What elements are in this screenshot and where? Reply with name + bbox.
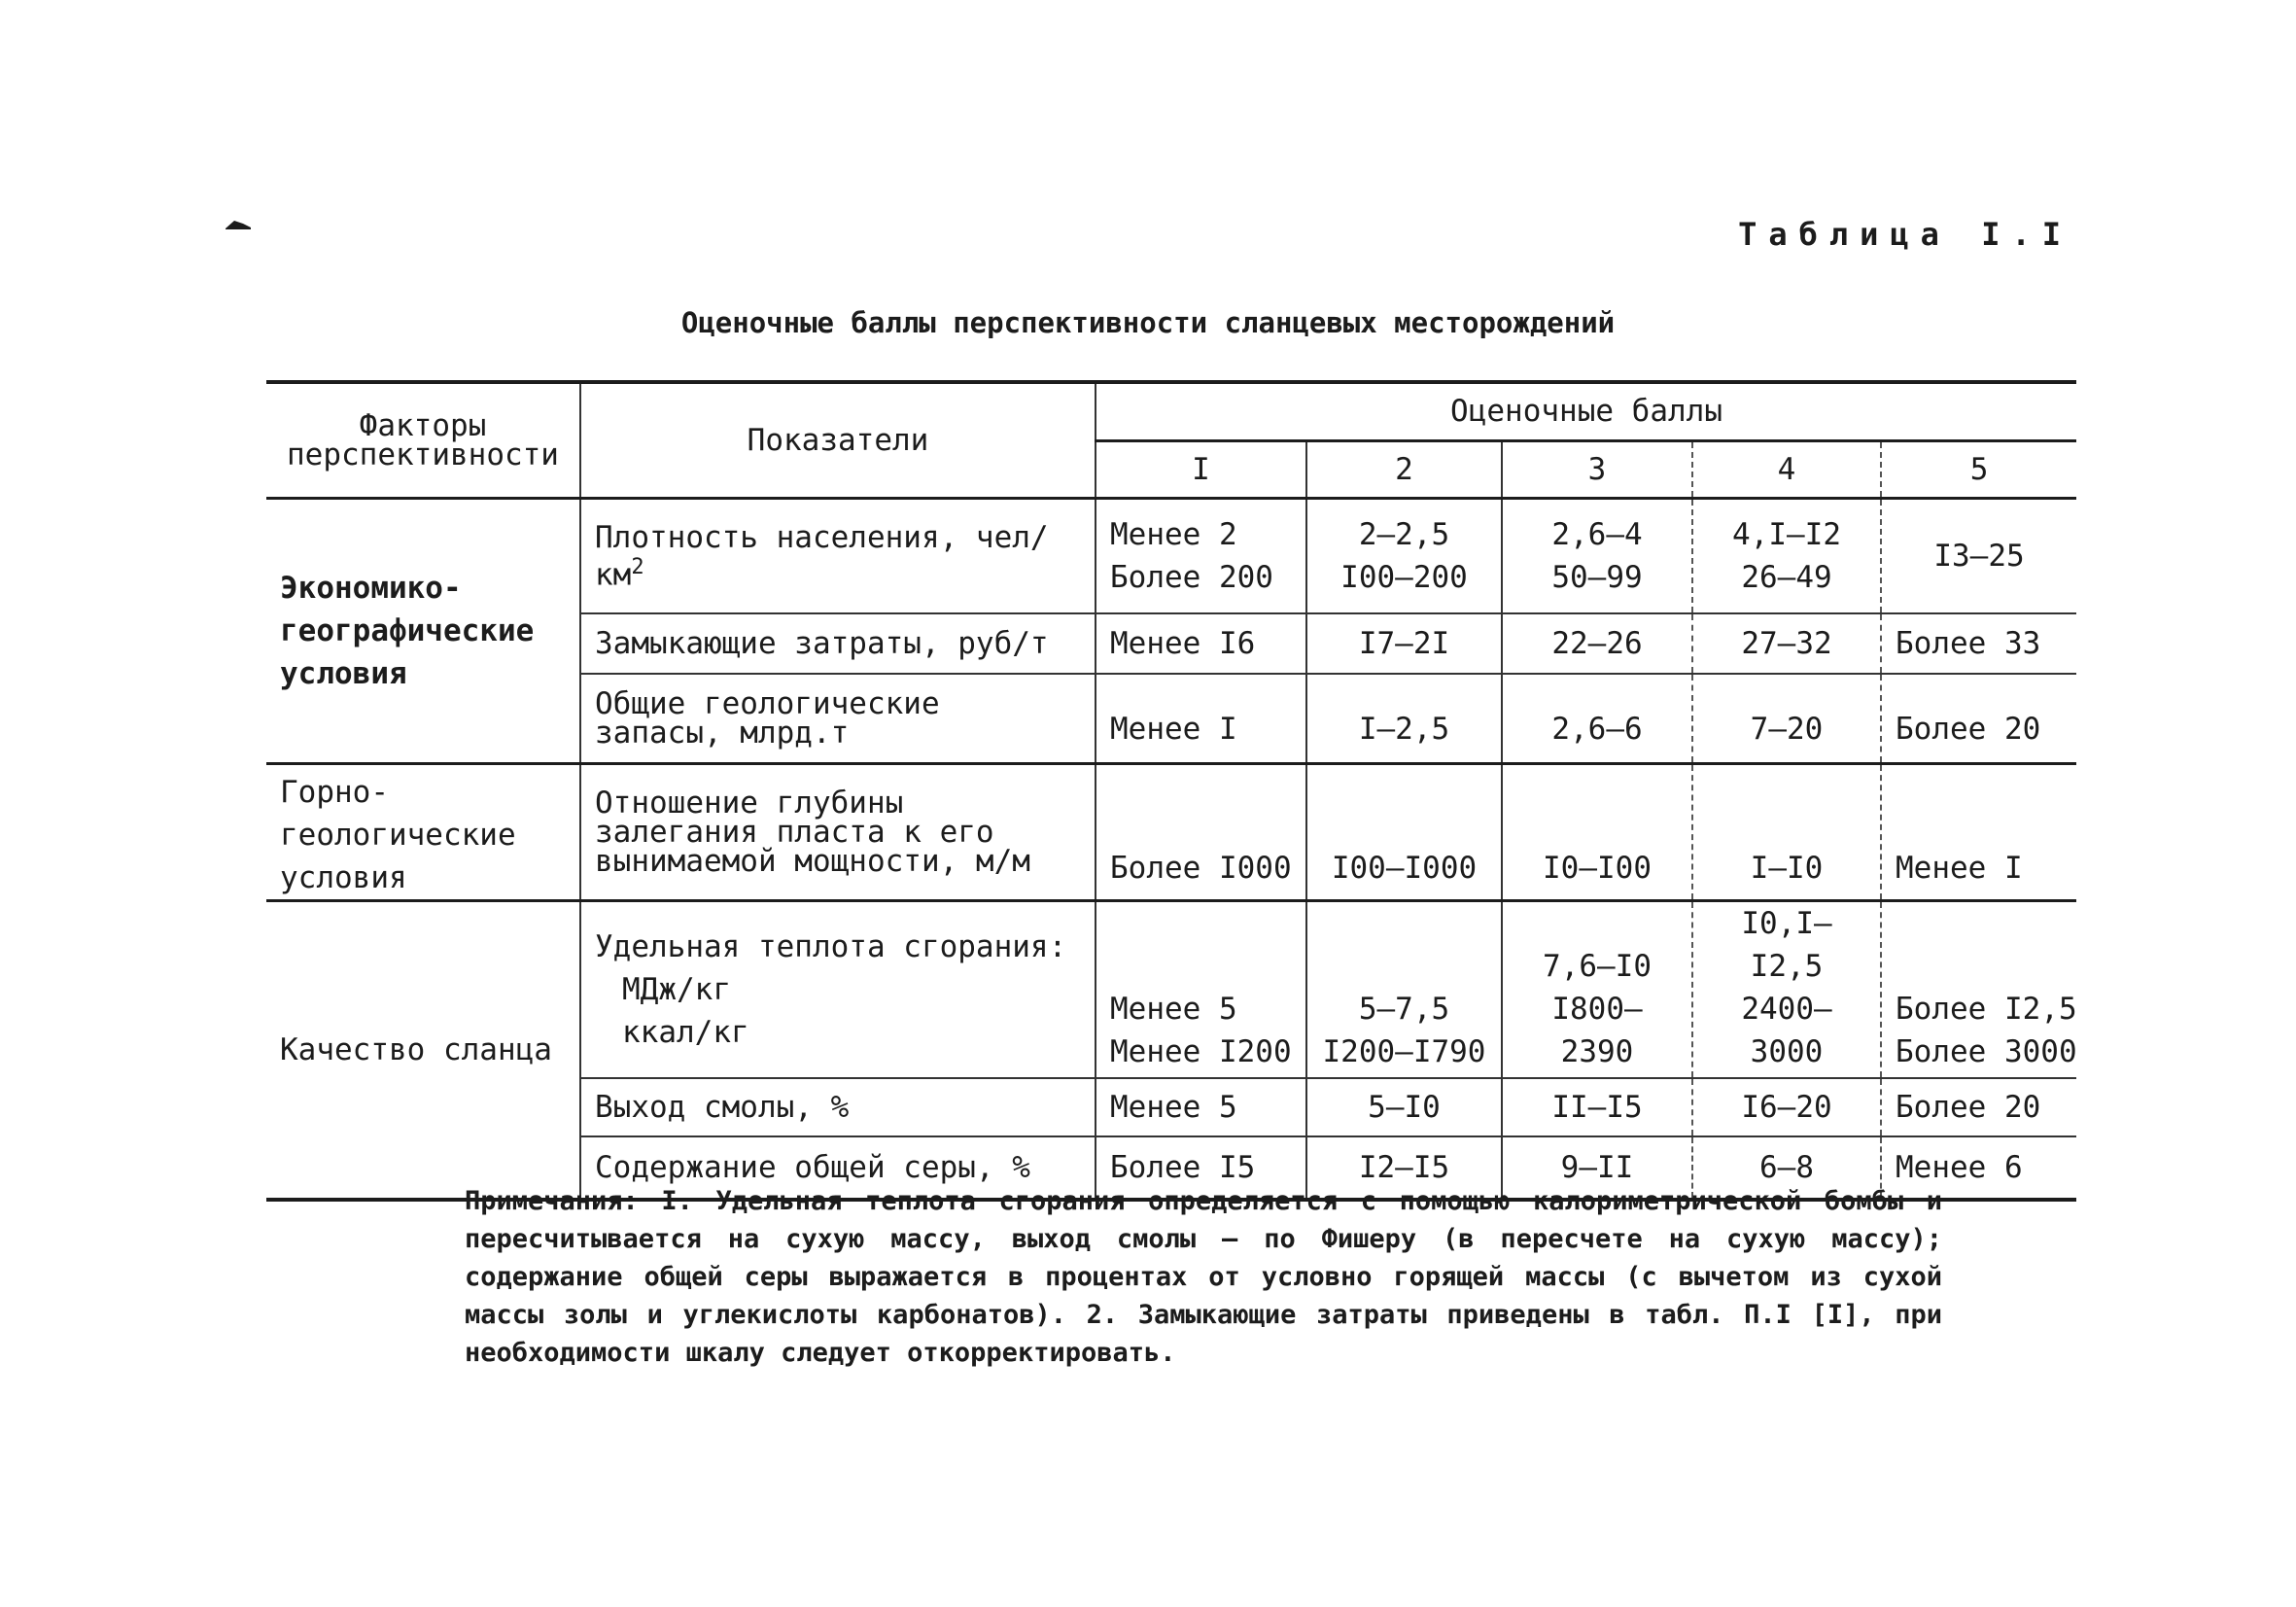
value-cell: 5–I0: [1306, 1078, 1502, 1136]
value-cell: I7–2I: [1306, 613, 1502, 674]
score-label: 2: [1306, 440, 1502, 499]
value-cell: Менее 5: [1096, 1078, 1306, 1136]
value-cell: Менее 5 Менее I200: [1096, 901, 1306, 1079]
unit-mj-kg: МДж/кг: [622, 972, 731, 1007]
table-title: Оценочные баллы перспективности сланцевых месторождений: [680, 306, 1616, 339]
value-cell: 4,I–I2 26–49: [1692, 499, 1881, 614]
value-cell: Менее 6: [1881, 1136, 2076, 1200]
value-cell: Более 20: [1881, 1078, 2076, 1136]
value-cell: 2,6–6: [1502, 674, 1692, 764]
table-notes: Примечания: I. Удельная теплота сгорания определяется с помощью калориметрической бомбы и пересчитывается на сухую массу, выход смолы – по Фишеру (в пересчете на сухую массу); содержание общей серы выражается в процентах от условно горящей массы (с вычетом из сухой массы золы и углекислоты карбонатов). 2. Замыкающие затраты приведены в табл. П.I [I], при необходимости шкалу следует откорректировать.: [465, 1186, 1942, 1368]
value-cell: 27–32: [1692, 613, 1881, 674]
value-cell: Более I2,5 Более 3000: [1881, 901, 2076, 1079]
value-cell: I0,I–I2,5 2400–3000: [1692, 901, 1881, 1079]
header-scores: Оценочные баллы: [1096, 382, 2076, 440]
value-cell: 9–II: [1502, 1136, 1692, 1200]
value-cell: I3–25: [1881, 499, 2076, 614]
value-cell: 6–8: [1692, 1136, 1881, 1200]
score-label: 3: [1502, 440, 1692, 499]
indicator-heat-of-combustion: Удельная теплота сгорания: МДж/кг ккал/кг: [580, 901, 1096, 1079]
value-cell: I6–20: [1692, 1078, 1881, 1136]
factor-economic: Экономико-географические условия: [266, 499, 580, 764]
indicator-geological-reserves: Общие геологические запасы, млрд.т: [580, 674, 1096, 764]
value-cell: I–I0: [1692, 764, 1881, 901]
value-cell: II–I5: [1502, 1078, 1692, 1136]
value-cell: 2–2,5 I00–200: [1306, 499, 1502, 614]
value-cell: I00–I000: [1306, 764, 1502, 901]
value-cell: I0–I00: [1502, 764, 1692, 901]
score-label: I: [1096, 440, 1306, 499]
indicator-closing-costs: Замыкающие затраты, руб/т: [580, 613, 1096, 674]
indicator-depth-ratio: Отношение глубины залегания пласта к его вынимаемой мощности, м/м: [580, 764, 1096, 901]
score-label: 5: [1881, 440, 2076, 499]
page-mark-icon: [226, 220, 251, 229]
indicator-population-density: Плотность населения, чел/$км^2$: [580, 499, 1096, 614]
value-cell: Более 33: [1881, 613, 2076, 674]
value-cell: 7,6–I0 I800–2390: [1502, 901, 1692, 1079]
header-factors: Факторы перспективности: [266, 382, 580, 499]
value-cell: Менее I6: [1096, 613, 1306, 674]
value-cell: 5–7,5 I200–I790: [1306, 901, 1502, 1079]
value-cell: I2–I5: [1306, 1136, 1502, 1200]
value-cell: 7–20: [1692, 674, 1881, 764]
value-cell: Более I5: [1096, 1136, 1306, 1200]
factor-shale-quality: Качество сланца: [266, 901, 580, 1201]
factor-mining-geological: Горно-геологические условия: [266, 764, 580, 901]
value-cell: Менее I: [1096, 674, 1306, 764]
score-label: 4: [1692, 440, 1881, 499]
indicator-sulfur-content: Содержание общей серы, %: [580, 1136, 1096, 1200]
unit-kcal-kg: ккал/кг: [622, 1015, 749, 1050]
table-number: Таблица I.I: [1738, 216, 2072, 253]
value-cell: Более I000: [1096, 764, 1306, 901]
value-cell: Более 20: [1881, 674, 2076, 764]
value-cell: 22–26: [1502, 613, 1692, 674]
value-cell: 2,6–4 50–99: [1502, 499, 1692, 614]
scores-table: [266, 380, 2076, 1202]
indicator-tar-yield: Выход смолы, %: [580, 1078, 1096, 1136]
value-cell: Менее 2 Более 200: [1096, 499, 1306, 614]
value-cell: Менее I: [1881, 764, 2076, 901]
header-indicators: Показатели: [580, 382, 1096, 499]
value-cell: I–2,5: [1306, 674, 1502, 764]
